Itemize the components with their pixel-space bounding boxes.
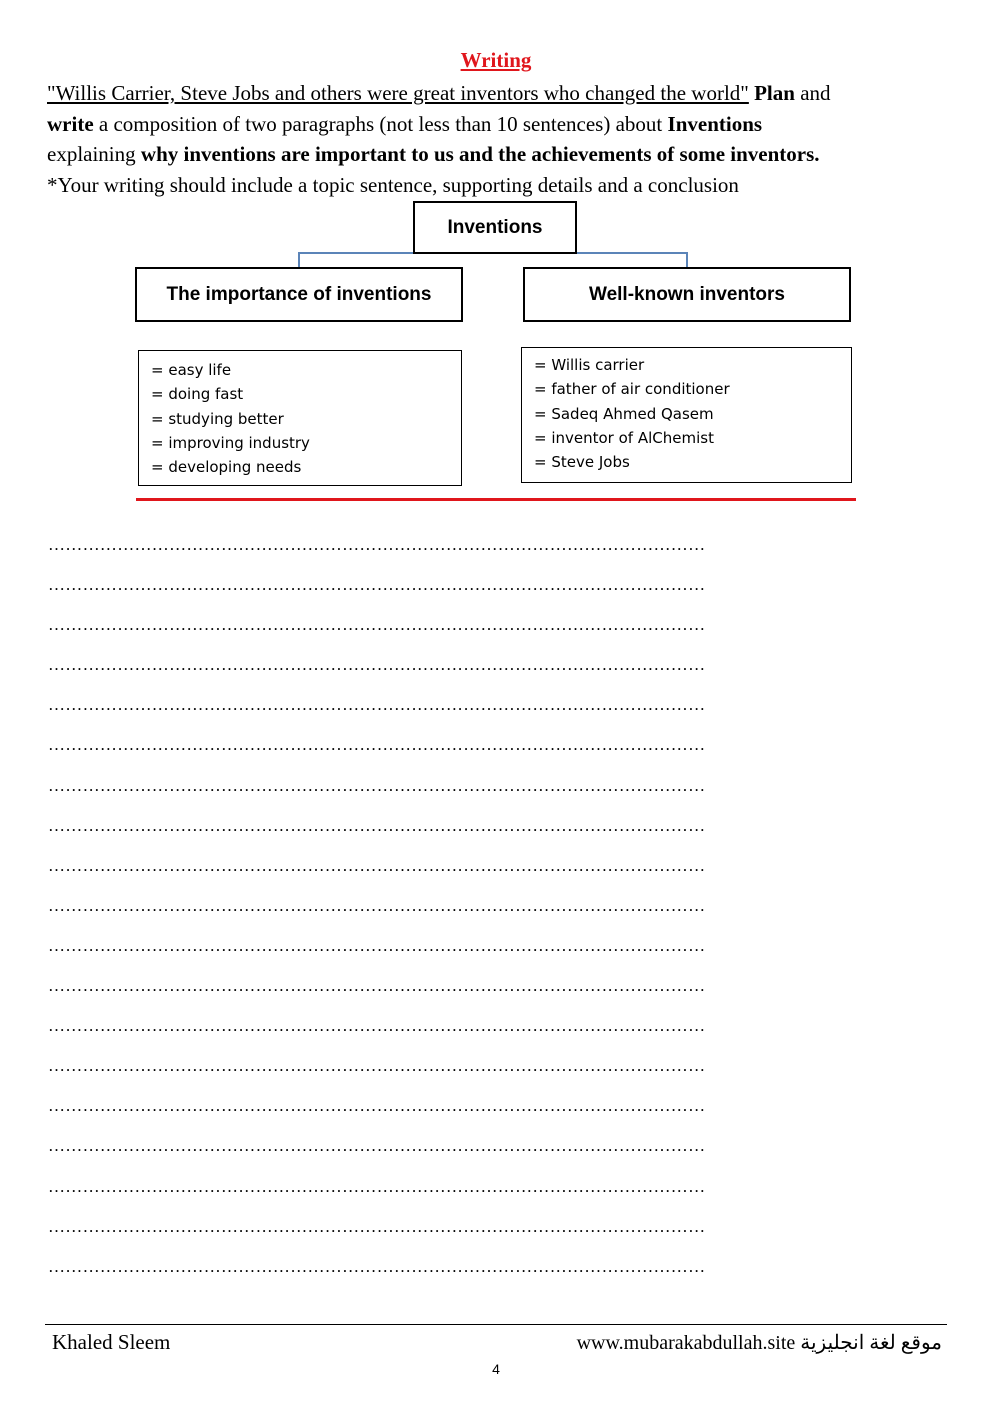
- diagram-connector: [0, 0, 992, 300]
- footer-author: Khaled Sleem: [52, 1330, 171, 1354]
- write-word: write: [47, 111, 94, 136]
- writing-line[interactable]: ……………………………………………………………………………………………………: [48, 896, 706, 915]
- writing-line[interactable]: ……………………………………………………………………………………………………: [48, 1097, 706, 1116]
- writing-line[interactable]: ……………………………………………………………………………………………………: [48, 936, 706, 955]
- footer-divider: [45, 1324, 947, 1325]
- writing-line[interactable]: ……………………………………………………………………………………………………: [48, 776, 706, 795]
- page-title: Writing: [460, 48, 532, 72]
- writing-line[interactable]: ……………………………………………………………………………………………………: [48, 1177, 706, 1196]
- writing-line[interactable]: ……………………………………………………………………………………………………: [48, 1017, 706, 1036]
- and-word: and: [794, 81, 831, 105]
- footer-site: www.mubarakabdullah.site موقع لغة انجليزية: [576, 1332, 942, 1354]
- writing-line[interactable]: ……………………………………………………………………………………………………: [48, 977, 706, 996]
- inventor-item: = Willis carrier: [534, 356, 645, 374]
- importance-item: = doing fast: [151, 385, 244, 404]
- importance-item: = improving industry: [151, 433, 310, 452]
- importance-list: [138, 350, 462, 486]
- writing-line[interactable]: ……………………………………………………………………………………………………: [48, 1057, 706, 1076]
- topic-word: Inventions: [667, 111, 763, 136]
- writing-line[interactable]: ……………………………………………………………………………………………………: [48, 816, 706, 835]
- inventor-item: = Sadeq Ahmed Qasem: [534, 404, 714, 423]
- importance-item: = easy life: [151, 361, 232, 379]
- writing-line[interactable]: ……………………………………………………………………………………………………: [48, 696, 706, 715]
- writing-area[interactable]: [48, 536, 933, 1298]
- writing-line[interactable]: ……………………………………………………………………………………………………: [48, 1217, 706, 1236]
- inventor-item: = Steve Jobs: [534, 453, 630, 472]
- red-divider: [136, 498, 856, 501]
- explaining-word: explaining: [47, 142, 141, 167]
- inventor-item: = father of air conditioner: [534, 380, 730, 399]
- importance-item: = studying better: [151, 409, 284, 428]
- prompt-quote: "Willis Carrier, Steve Jobs and others were great inventors who changed the world": [47, 81, 749, 105]
- connector-path: [299, 253, 687, 268]
- writing-line[interactable]: ……………………………………………………………………………………………………: [48, 616, 706, 635]
- root-node-box: Inventions: [413, 201, 577, 254]
- writing-line[interactable]: ……………………………………………………………………………………………………: [48, 856, 706, 875]
- writing-line[interactable]: ……………………………………………………………………………………………………: [48, 1137, 706, 1156]
- inventors-heading-box: Well-known inventors: [523, 267, 851, 322]
- importance-heading-box: The importance of inventions: [135, 267, 463, 322]
- writing-line[interactable]: ……………………………………………………………………………………………………: [48, 576, 706, 595]
- writing-line[interactable]: ……………………………………………………………………………………………………: [48, 1257, 706, 1276]
- focus-phrase: why inventions are important to us and the achievements of some inventors.: [140, 142, 820, 167]
- writing-line[interactable]: ……………………………………………………………………………………………………: [48, 656, 706, 675]
- inventor-item: = inventor of AlChemist: [534, 428, 714, 447]
- writing-line[interactable]: ……………………………………………………………………………………………………: [48, 736, 706, 755]
- importance-item: = developing needs: [151, 458, 302, 477]
- plan-word: Plan: [754, 81, 795, 105]
- instruction-middle: a composition of two paragraphs (not less than 10 sentences) about: [93, 111, 668, 136]
- inventors-list: [521, 347, 852, 483]
- page-number: 4: [492, 1361, 500, 1377]
- instruction-note: *Your writing should include a topic sentence, supporting details and a conclusion: [47, 172, 739, 197]
- writing-line[interactable]: ……………………………………………………………………………………………………: [48, 536, 706, 554]
